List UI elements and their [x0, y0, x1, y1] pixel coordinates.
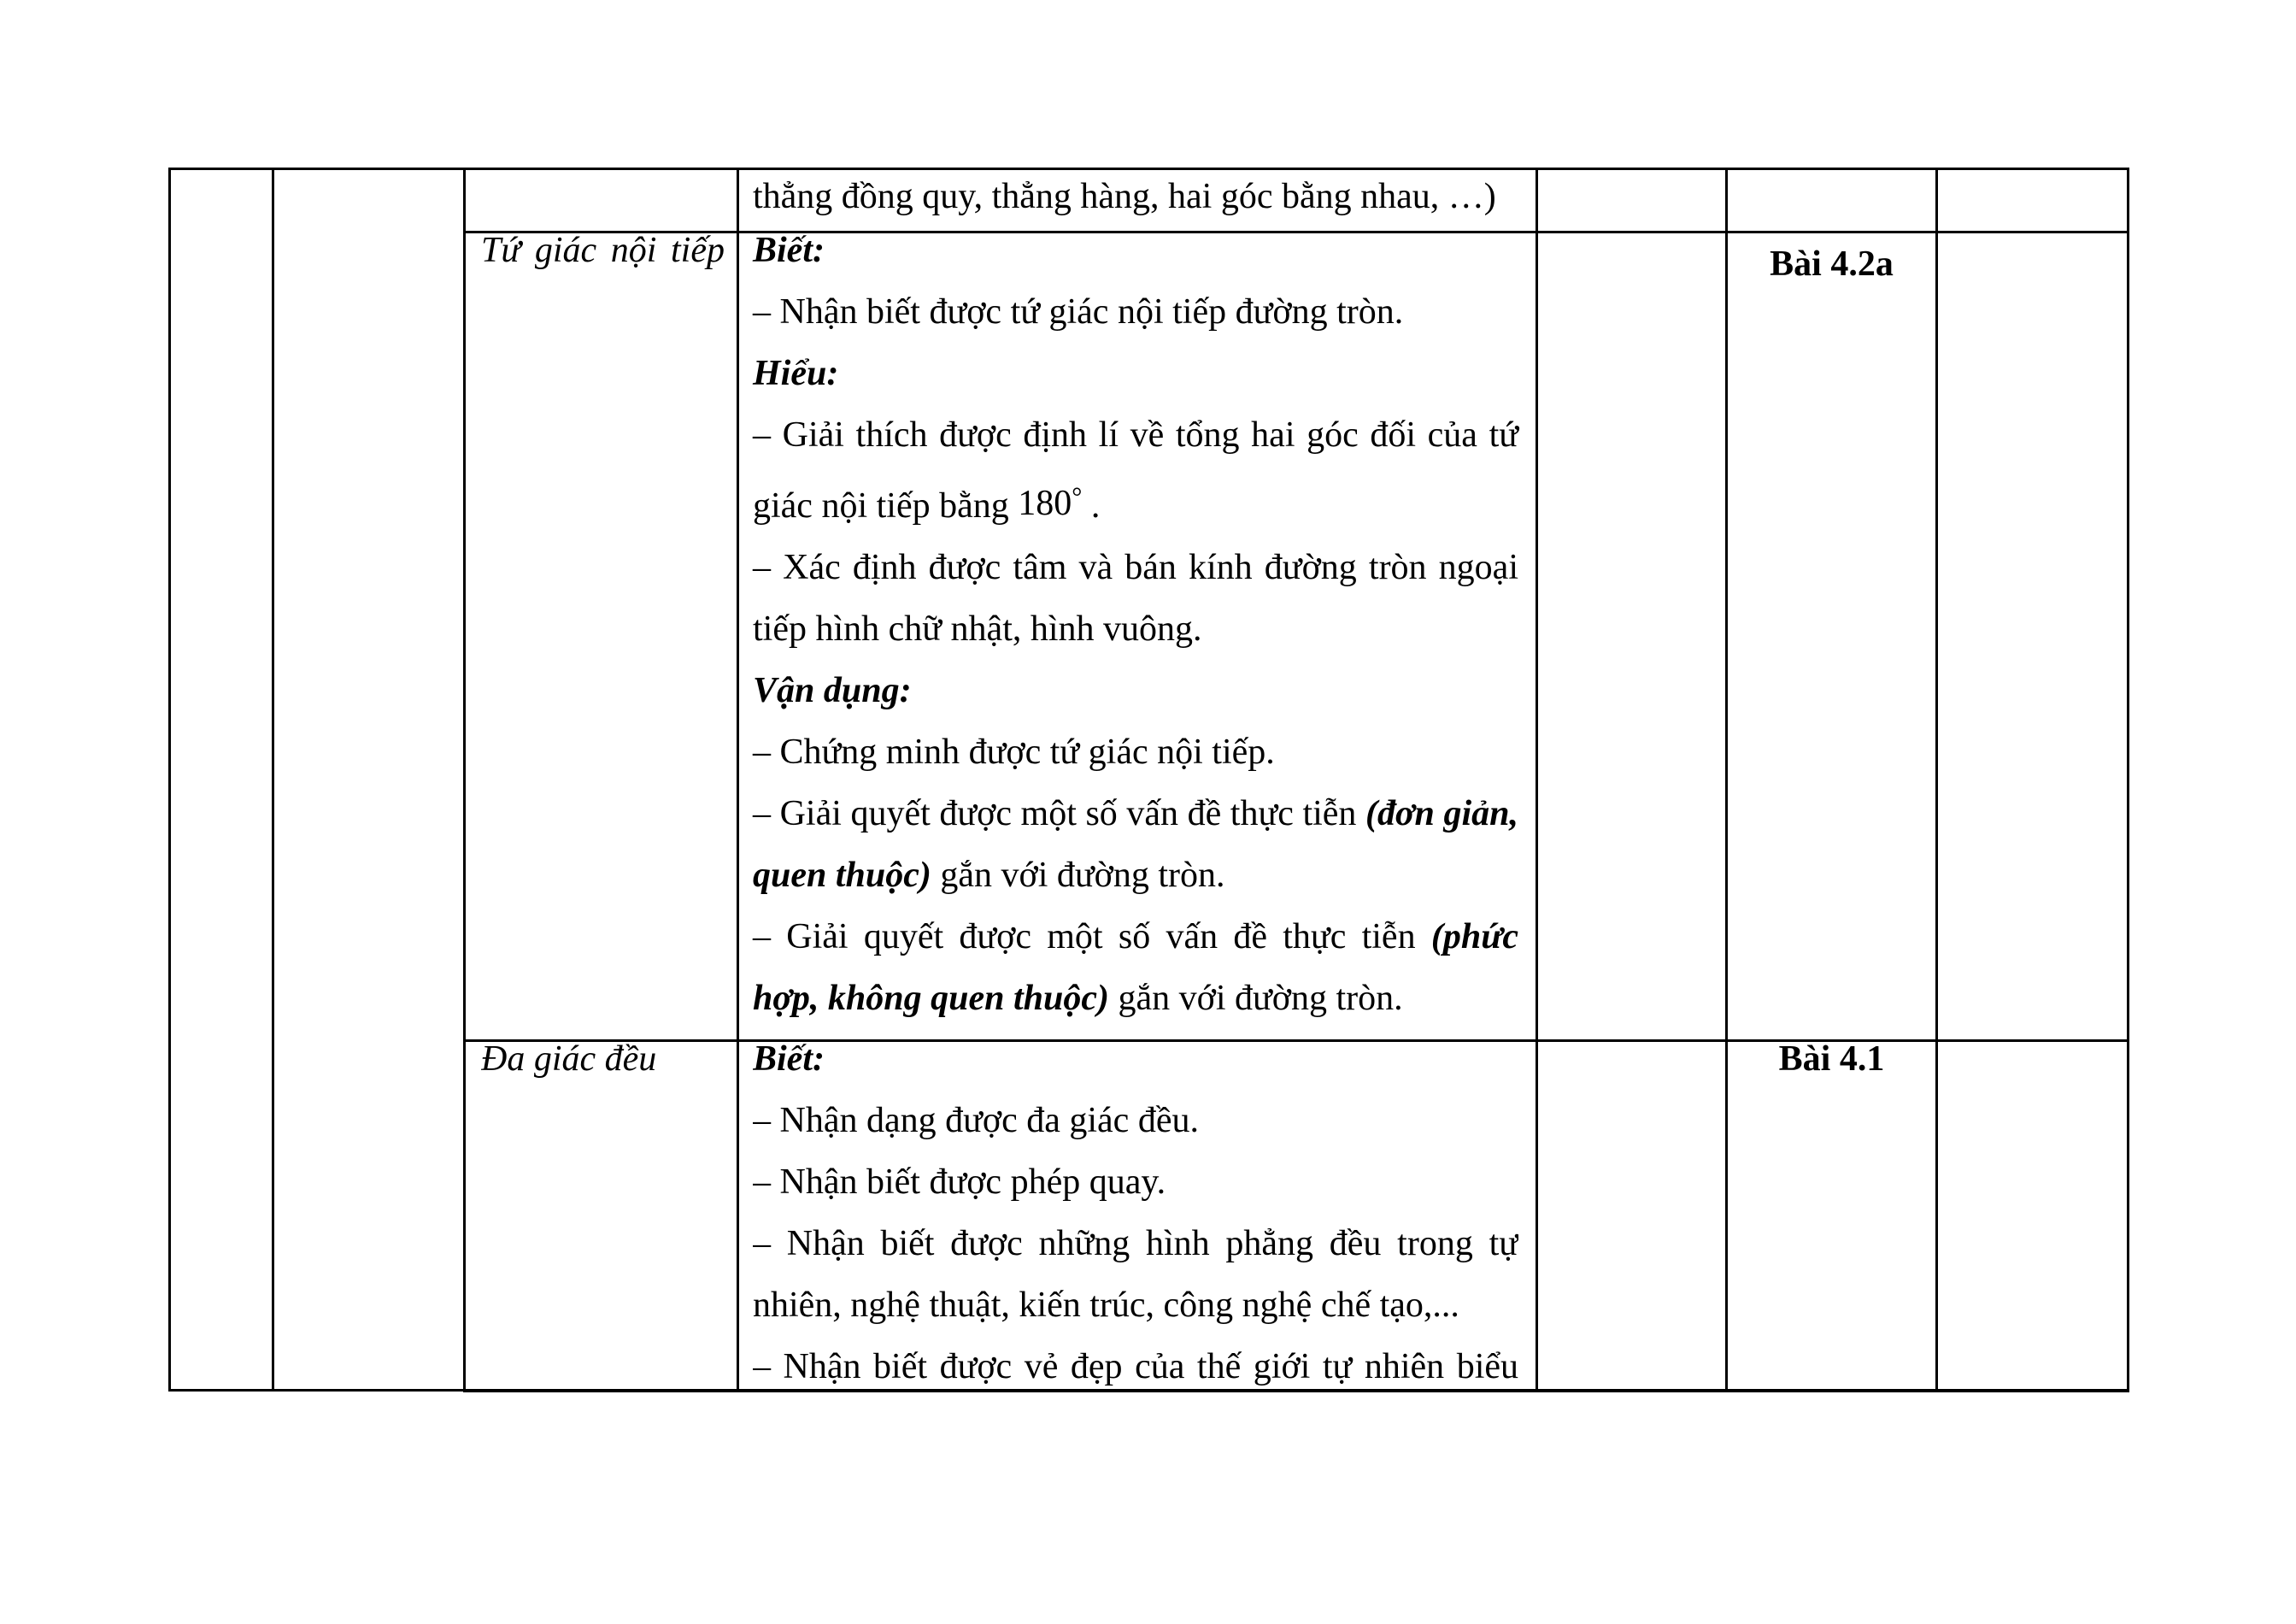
text-run: 180	[1018, 484, 1072, 523]
text-line	[481, 1041, 725, 1091]
text-line	[753, 1274, 1518, 1336]
cell-topic	[465, 1041, 738, 1391]
text-run: gắn với đường tròn.	[1109, 979, 1403, 1018]
text-line	[753, 1151, 1518, 1213]
text-line	[753, 466, 1518, 537]
cell-empty-left-2	[273, 169, 465, 1391]
cell-content	[481, 232, 725, 282]
text-line	[753, 783, 1518, 844]
text-run: – Xác định được tâm và bán kính đường tròn ngoại	[753, 548, 1518, 587]
cell-empty-right	[1937, 1041, 2129, 1391]
text-line	[753, 169, 1518, 227]
text-line	[753, 343, 1518, 404]
text-line	[753, 537, 1518, 598]
text-run: .	[1082, 486, 1101, 526]
table-body	[170, 169, 2129, 1391]
text-run: °	[1072, 482, 1083, 511]
text-run: Biết:	[753, 232, 825, 270]
text-run: Đa giác đều	[481, 1040, 657, 1079]
text-line	[753, 1090, 1518, 1151]
cell-requirements	[738, 232, 1537, 1041]
text-run: – Giải quyết được một số vấn đề thực tiễn	[753, 794, 1365, 833]
text-line	[753, 844, 1518, 906]
cell-empty-right	[1937, 232, 2129, 1041]
cell-empty-left-1	[170, 169, 273, 1391]
text-run: Tứ giác nội tiếp	[481, 232, 725, 270]
text-run: (phức	[1430, 917, 1518, 956]
text-line	[753, 906, 1518, 968]
text-run: – Chứng minh được tứ giác nội tiếp.	[753, 733, 1275, 772]
text-run: gắn với đường tròn.	[931, 856, 1225, 895]
cell-content	[753, 1041, 1518, 1388]
cell-content	[481, 1041, 725, 1388]
text-run: – Nhận biết được những hình phẳng đều trong tự	[753, 1224, 1518, 1263]
cell-topic-empty	[465, 169, 738, 232]
cell-content	[753, 169, 1518, 227]
text-run: Biết:	[753, 1040, 825, 1079]
text-run: quen thuộc)	[753, 856, 931, 895]
cell-content	[753, 232, 1518, 1030]
cell-reference	[1727, 232, 1937, 1041]
text-run: tiếp hình chữ nhật, hình vuông.	[753, 609, 1202, 649]
text-line	[481, 232, 725, 282]
cell-requirements-continuation	[738, 169, 1537, 232]
text-run: – Nhận dạng được đa giác đều.	[753, 1101, 1199, 1140]
table-container	[168, 168, 2129, 1392]
text-run: – Nhận biết được tứ giác nội tiếp đường tròn.	[753, 292, 1404, 332]
text-run: giác nội tiếp bằng	[753, 486, 1019, 526]
cell-requirements	[738, 1041, 1537, 1391]
text-run: Hiểu:	[753, 354, 839, 393]
text-run: Bài 4.1	[1778, 1040, 1885, 1079]
text-line	[1731, 1041, 1932, 1091]
text-line	[1731, 233, 1932, 295]
cell-empty	[1537, 232, 1727, 1041]
table-row-continuation	[170, 169, 2129, 232]
cell-empty	[1537, 169, 1727, 232]
text-run: hợp, không quen thuộc)	[753, 979, 1109, 1018]
curriculum-table	[168, 168, 2129, 1392]
text-line	[753, 721, 1518, 783]
cell-empty	[1537, 1041, 1727, 1391]
cell-content	[1731, 233, 1932, 295]
text-line	[753, 404, 1518, 466]
cell-empty-right	[1937, 169, 2129, 232]
text-line	[753, 281, 1518, 343]
text-line	[753, 1213, 1518, 1274]
cell-reference	[1727, 1041, 1937, 1391]
cell-content	[1731, 1041, 1932, 1388]
text-run: – Nhận biết được phép quay.	[753, 1162, 1166, 1202]
text-run: Bài 4.2a	[1770, 244, 1894, 284]
text-line	[753, 968, 1518, 1029]
text-line	[753, 660, 1518, 721]
text-run: – Giải quyết được một số vấn đề thực tiễn	[753, 917, 1431, 956]
text-run: nhiên, nghệ thuật, kiến trúc, công nghệ chế tạo,...	[753, 1286, 1459, 1325]
text-run: – Giải thích được định lí về tổng hai góc đối của tứ	[753, 415, 1518, 455]
text-run: thẳng đồng quy, thẳng hàng, hai góc bằng nhau, …)	[753, 177, 1496, 216]
cell-reference-empty	[1727, 169, 1937, 232]
text-line	[753, 598, 1518, 660]
text-run: – Nhận biết được vẻ đẹp của thế giới tự nhiên biểu	[753, 1347, 1518, 1386]
cell-topic	[465, 232, 738, 1041]
text-line	[753, 1336, 1518, 1387]
text-line	[753, 232, 1518, 282]
text-run: (đơn giản,	[1365, 794, 1518, 833]
text-line	[753, 1041, 1518, 1091]
text-run: Vận dụng:	[753, 671, 912, 710]
